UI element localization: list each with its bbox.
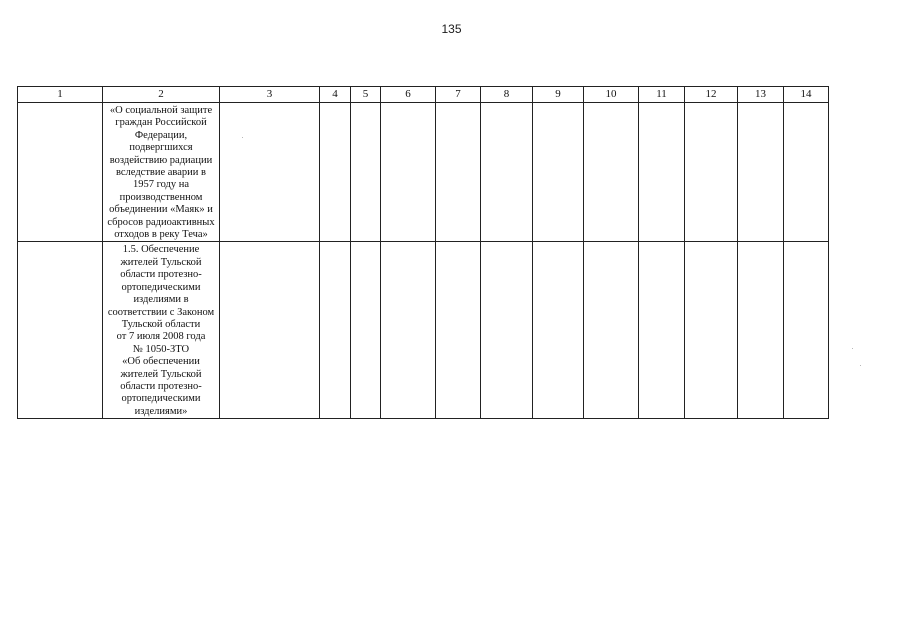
table-cell	[685, 242, 738, 419]
table-cell	[685, 103, 738, 242]
table-cell	[533, 242, 584, 419]
column-number: 14	[784, 87, 829, 103]
table-cell	[584, 103, 639, 242]
cell-text-line: ортопедическими	[121, 281, 201, 293]
cell-text-line: № 1050-ЗТО	[132, 343, 190, 355]
column-number: 2	[103, 87, 220, 103]
column-number: 5	[351, 87, 381, 103]
cell-text-line: производственном	[119, 191, 203, 203]
cell-text-line: отходов в реку Теча»	[114, 229, 208, 241]
column-number-row	[18, 87, 829, 103]
table-cell	[436, 103, 481, 242]
column-number: 9	[533, 87, 584, 103]
cell-text-line: жителей Тульской	[120, 368, 202, 380]
column-number: 1	[18, 87, 103, 103]
cell-text-line: подвергшихся	[129, 142, 193, 154]
cell-text-line: Тульской области	[121, 318, 201, 330]
cell-text-line: области протезно-	[120, 269, 202, 281]
table-cell	[738, 103, 784, 242]
table-cell	[351, 242, 381, 419]
cell-text-line: «О социальной защите	[109, 105, 213, 116]
cell-text-line: изделиями»	[134, 405, 188, 417]
column-number: 10	[584, 87, 639, 103]
cell-text-line: граждан Российской	[115, 117, 207, 129]
cell-text-line: 1957 году на	[132, 179, 190, 191]
cell-text-line: ортопедическими	[121, 393, 201, 405]
table-cell	[381, 103, 436, 242]
cell-text-line: вследствие аварии в	[116, 167, 206, 179]
table-cell	[481, 242, 533, 419]
table-cell	[436, 242, 481, 419]
column-number: 6	[381, 87, 436, 103]
column-number: 8	[481, 87, 533, 103]
cell-text-line: изделиями в	[133, 294, 189, 306]
page-number: 135	[441, 22, 462, 36]
cell-text-line: от 7 июля 2008 года	[116, 331, 206, 343]
table-cell-description	[103, 103, 220, 242]
cell-text-line: сбросов радиоактивных	[107, 216, 215, 228]
table-cell	[584, 242, 639, 419]
column-number: 13	[738, 87, 784, 103]
table-cell	[381, 242, 436, 419]
table-cell	[18, 242, 103, 419]
cell-text-line: Федерации,	[134, 129, 188, 141]
table-cell	[784, 103, 829, 242]
cell-text-line: соответствии с Законом	[107, 306, 215, 318]
cell-text-line: 1.5. Обеспечение	[122, 244, 200, 256]
table-cell	[738, 242, 784, 419]
table-cell	[351, 103, 381, 242]
table-cell	[320, 103, 351, 242]
column-number: 7	[436, 87, 481, 103]
table-row	[18, 103, 829, 242]
column-number: 3	[220, 87, 320, 103]
table-cell	[18, 103, 103, 242]
data-table	[17, 86, 829, 419]
table-cell	[481, 103, 533, 242]
table-cell	[220, 242, 320, 419]
column-number: 11	[639, 87, 685, 103]
cell-text-line: объединении «Маяк» и	[109, 204, 213, 216]
table-row	[18, 242, 829, 419]
cell-text-line: воздействию радиации	[109, 154, 213, 166]
table-cell	[220, 103, 320, 242]
column-number: 4	[320, 87, 351, 103]
cell-text-line: «Об обеспечении	[122, 356, 200, 368]
table-cell	[533, 103, 584, 242]
scan-speck	[852, 348, 853, 349]
table-cell-description	[103, 242, 220, 419]
scan-speck	[242, 137, 243, 138]
table-cell	[639, 103, 685, 242]
cell-text-line: жителей Тульской	[120, 256, 202, 268]
scan-speck	[860, 365, 861, 366]
column-number: 12	[685, 87, 738, 103]
cell-text-line: области протезно-	[120, 380, 202, 392]
table-cell	[639, 242, 685, 419]
table-cell	[320, 242, 351, 419]
table-cell	[784, 242, 829, 419]
